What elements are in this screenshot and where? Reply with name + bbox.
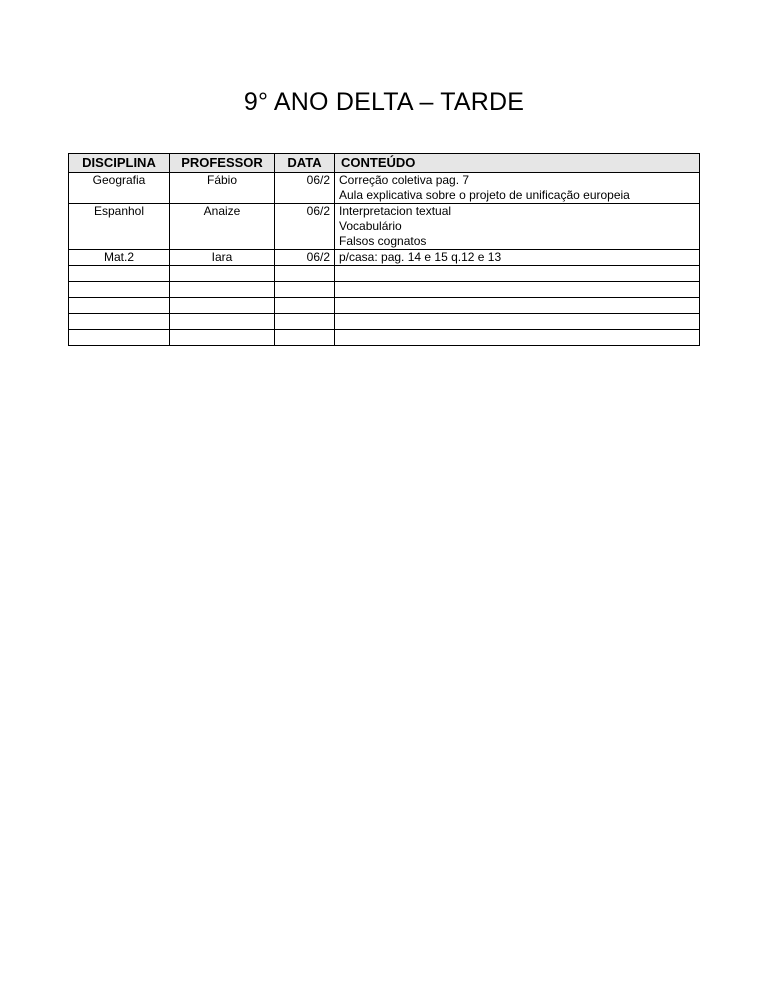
schedule-table bbox=[68, 153, 700, 346]
page-title: 9° ANO DELTA – TARDE bbox=[243, 88, 525, 116]
empty-row bbox=[69, 266, 700, 282]
cell-conteudo-line: Interpretacion textual bbox=[335, 204, 700, 220]
cell-conteudo-line: p/casa: pag. 14 e 15 q.12 e 13 bbox=[335, 250, 700, 266]
cell-data: 06/2 bbox=[275, 250, 335, 266]
header-professor: PROFESSOR bbox=[170, 154, 275, 173]
cell-conteudo-line: Correção coletiva pag. 7 bbox=[335, 173, 700, 189]
cell-professor: Anaize bbox=[170, 204, 275, 250]
empty-row bbox=[69, 282, 700, 298]
table-row bbox=[69, 250, 700, 266]
cell-professor: Iara bbox=[170, 250, 275, 266]
cell-conteudo-line: Aula explicativa sobre o projeto de unificação europeia bbox=[335, 188, 700, 204]
empty-row bbox=[69, 314, 700, 330]
table-row bbox=[69, 173, 700, 189]
table-header-row bbox=[69, 154, 700, 173]
header-data: DATA bbox=[275, 154, 335, 173]
cell-disciplina: Mat.2 bbox=[69, 250, 170, 266]
header-conteudo: CONTEÚDO bbox=[335, 154, 700, 173]
empty-row bbox=[69, 298, 700, 314]
cell-professor: Fábio bbox=[170, 173, 275, 204]
header-disciplina: DISCIPLINA bbox=[69, 154, 170, 173]
cell-data: 06/2 bbox=[275, 173, 335, 204]
cell-disciplina: Espanhol bbox=[69, 204, 170, 250]
cell-conteudo-line: Falsos cognatos bbox=[335, 234, 700, 250]
cell-data: 06/2 bbox=[275, 204, 335, 250]
empty-row bbox=[69, 330, 700, 346]
cell-disciplina: Geografia bbox=[69, 173, 170, 204]
cell-conteudo-line: Vocabulário bbox=[335, 219, 700, 234]
table-row bbox=[69, 204, 700, 220]
